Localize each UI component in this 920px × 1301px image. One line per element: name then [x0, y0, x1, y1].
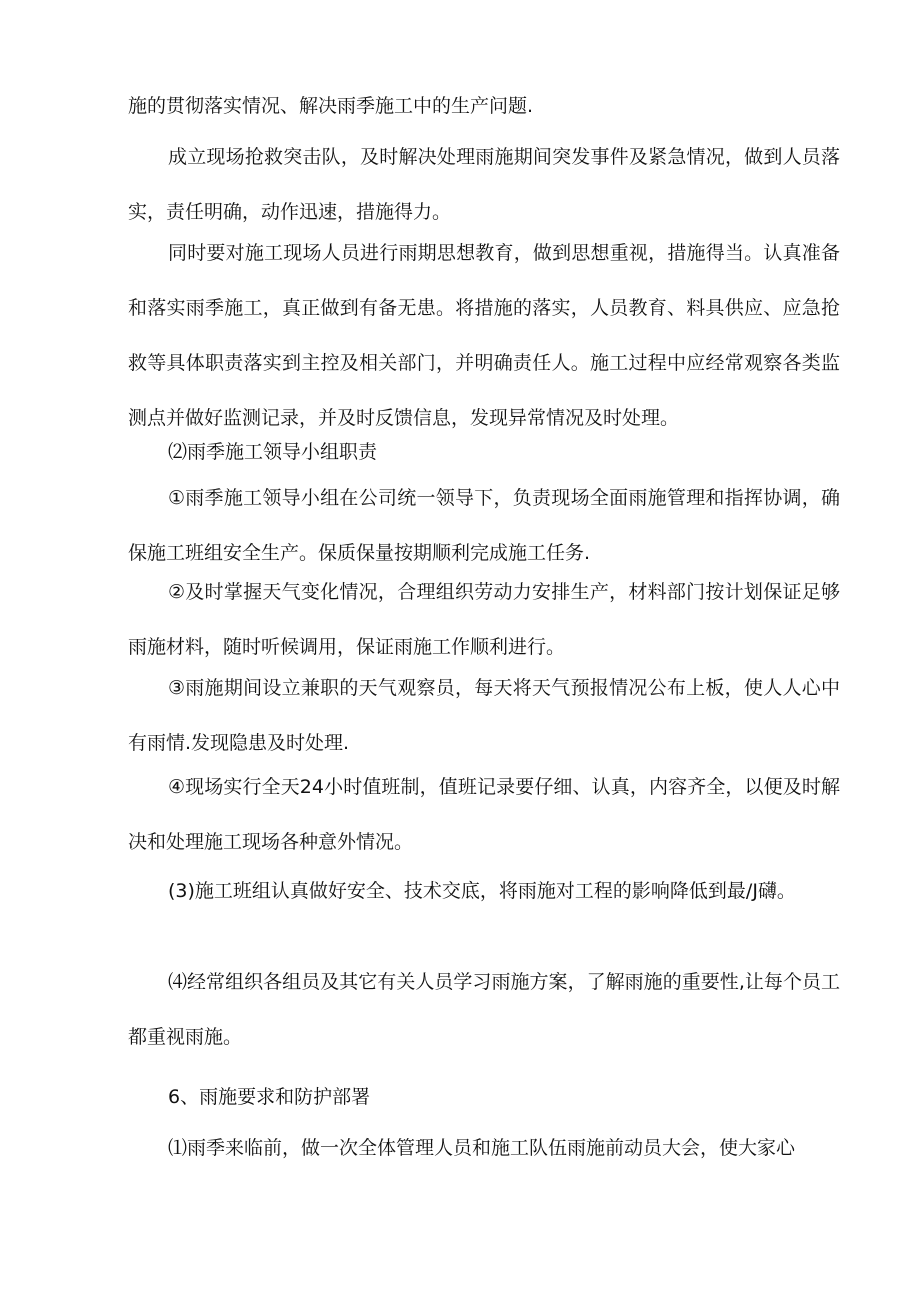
item-3: ③雨施期间设立兼职的天气观察员，每天将天气预报情况公布上板，使人人心中有雨情.发现隐患及时处理. [128, 677, 840, 754]
paragraph-item-3: (3)施工班组认真做好安全、技术交底，将雨施对工程的影响降低到最/J礴。 [168, 880, 796, 902]
section-heading-2: ⑵雨季施工领导小组职责 [168, 441, 378, 463]
section-heading-6: 6、雨施要求和防护部署 [168, 1086, 371, 1108]
paragraph-1: 施的贯彻落实情况、解决雨季施工中的生产问题. [128, 95, 534, 117]
item-4: ④现场实行全天24小时值班制，值班记录要仔细、认真，内容齐全，以便及时解决和处理施工现场各种意外情况。 [128, 776, 840, 853]
paragraph-3: 同时要对施工现场人员进行雨期思想教育，做到思想重视，措施得当。认真准备和落实雨季施工，真正做到有备无患。将措施的落实，人员教育、料具供应、应急抢救等具体职责落实到主控及相关部门，并明确责任人。施工过程中应经常观察各类监测点并做好监测记录，并及时反馈信息，发现异常情况及时处理。 [128, 242, 840, 429]
item-1: ①雨季施工领导小组在公司统一领导下，负责现场全面雨施管理和指挥协调，确保施工班组安全生产。保质保量按期顺利完成施工任务. [128, 487, 840, 564]
paragraph-item-4: ⑷经常组织各组员及其它有关人员学习雨施方案，了解雨施的重要性,让每个员工都重视雨施。 [128, 971, 840, 1048]
paragraph-item-1: ⑴雨季来临前，做一次全体管理人员和施工队伍雨施前动员大会，使大家心 [168, 1137, 796, 1159]
item-2: ②及时掌握天气变化情况，合理组织劳动力安排生产，材料部门按计划保证足够雨施材料，随时听候调用，保证雨施工作顺利进行。 [128, 581, 840, 658]
paragraph-2: 成立现场抢救突击队，及时解决处理雨施期间突发事件及紧急情况，做到人员落实，责任明确，动作迅速，措施得力。 [128, 146, 840, 223]
